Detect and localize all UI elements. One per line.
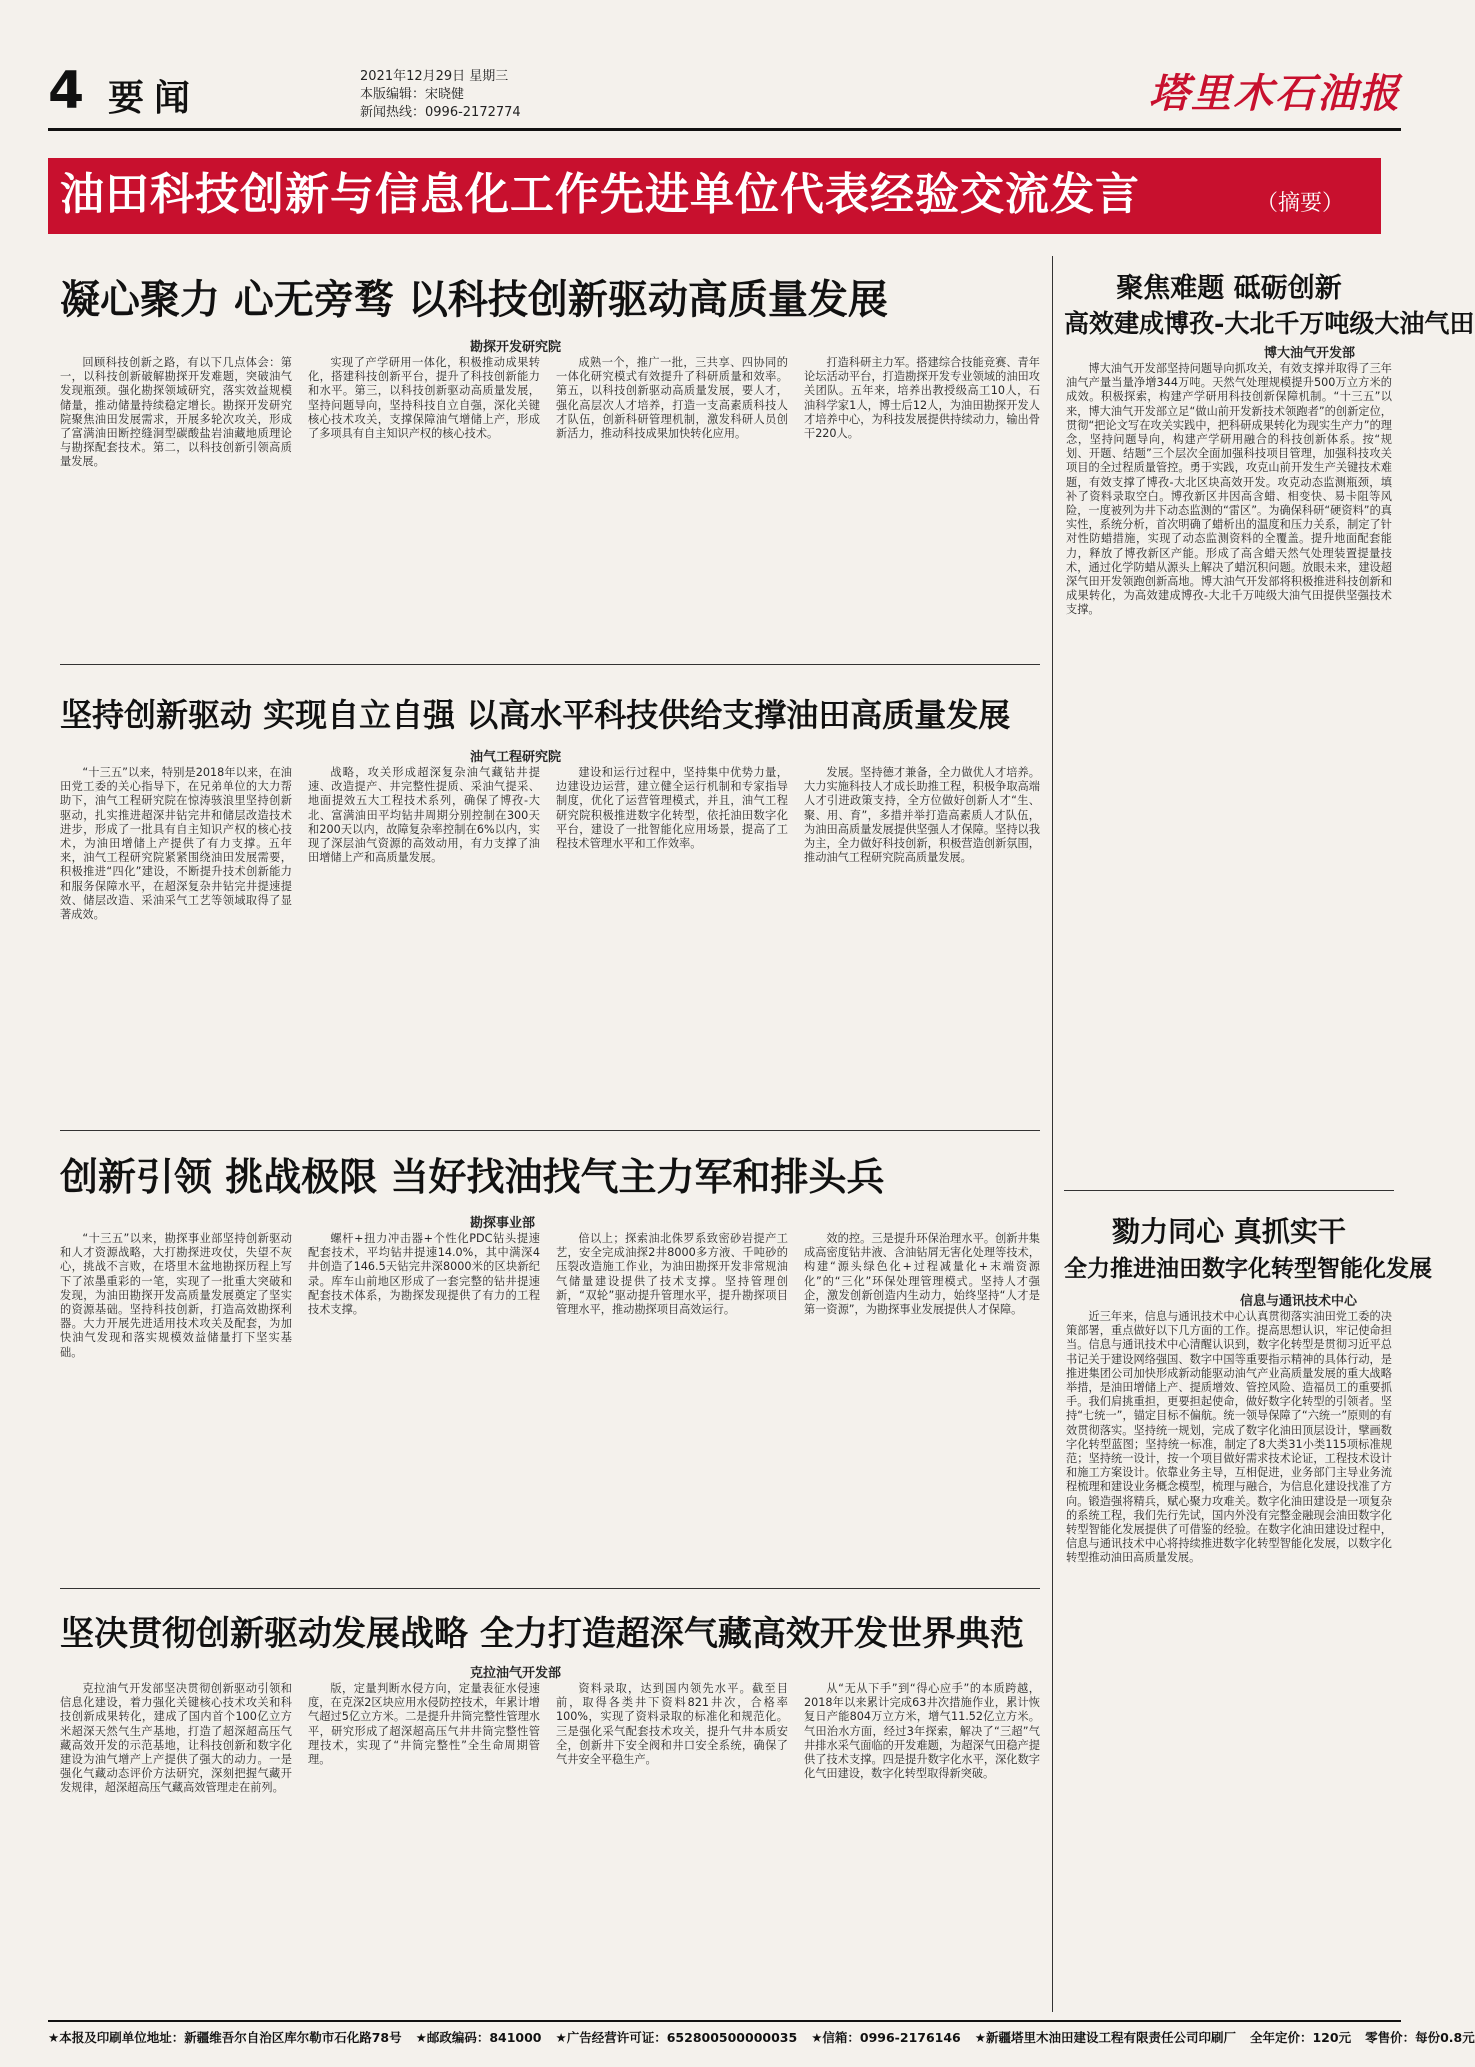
divider-1 — [60, 664, 1040, 665]
article-6-body — [60, 1682, 1040, 2012]
article-1-col-1: 回顾科技创新之路，有以下几点体会：第一，以科技创新破解勘探开发难题，突破油气发现瓶颈。强化勘探领域研究，落实效益规模储量，推动储量持续稳定增长。勘探开发研究院聚焦油田发展需求，开展多轮次攻关，形成了富满油田断控缝洞型碳酸盐岩油藏地质理论与勘探配套技术。第二，以科技创新引领高质量发展。 — [60, 356, 292, 469]
article-5-byline: 信息与通讯技术中心 — [1240, 1294, 1358, 1309]
article-3-col-2: 战略，攻关形成超深复杂油气藏钻井提速、改造提产、井完整性提质、采油气提采、地面提效五大工程技术系列，确保了博孜-大北、富满油田平均钻井周期分别控制在300天和200天以内，故障复杂率控制在6%以内，实现了深层油气资源的高效动用，有力支撑了油田增储上产和高质量发展。 — [308, 766, 540, 865]
date-line: 2021年12月29日 星期三 — [360, 69, 509, 84]
footer-address: ★本报及印刷单位地址：新疆维吾尔自治区库尔勒市石化路78号 — [48, 2030, 402, 2045]
article-2-subheadline: 高效建成博孜-大北千万吨级大油气田 — [1064, 309, 1475, 338]
footer — [48, 2028, 1475, 2046]
article-1-headline: 凝心聚力 心无旁骛 以科技创新驱动高质量发展 — [60, 276, 888, 323]
divider-2 — [1064, 1190, 1394, 1191]
article-4-col-4: 效的控。三是提升环保治理水平。创新井集成高密度钻井液、含油钻屑无害化处理等技术，构建“源头绿色化+过程减量化+末端资源化”的“三化”环保处理管理模式。坚持人才强企，激发创新创造内生动力，始终坚持“人才是第一资源”，为勘探事业发展提供人才保障。 — [804, 1232, 1040, 1317]
article-6-headline: 坚决贯彻创新驱动发展战略 全力打造超深气藏高效开发世界典范 — [60, 1614, 1024, 1654]
divider-4 — [60, 1588, 1040, 1589]
article-1-col-2: 实现了产学研用一体化，积极推动成果转化，搭建科技创新平台，提升了科技创新能力和水平。第三，以科技创新驱动高质量发展，坚持问题导向，坚持科技自立自强，深化关键核心技术攻关，支撑保障油气增储上产，形成了多项具有自主知识产权的核心技术。 — [308, 356, 540, 441]
page-number: 4 — [48, 61, 85, 121]
footer-mailbox: ★信箱：0996-2176146 — [811, 2030, 961, 2045]
article-5-body — [1066, 1310, 1392, 2010]
editor-line: 本版编辑：宋晓健 — [360, 87, 465, 102]
article-3-col-1: “十三五”以来，特别是2018年以来，在油田党工委的关心指导下，在兄弟单位的大力帮助下，油气工程研究院在惊涛骇浪里坚持创新驱动，扎实推进超深井钻完井和储层改造技术进步，形成了一批具有自主知识产权的核心技术，为油田增储上产提供了有力支撑。五年来，油气工程研究院紧紧围绕油田发展需要，积极推进“四化”建设，不断提升技术创新能力和服务保障水平，在超深复杂井钻完井提速提效、储层改造、采油采气工艺等领域取得了显著成效。 — [60, 766, 292, 922]
article-6-col-1: 克拉油气开发部坚决贯彻创新驱动引领和信息化建设，着力强化关键核心技术攻关和科技创新成果转化，建成了国内首个100亿立方米超深天然气生产基地，打造了超深超高压气藏高效开发的示范基地，让科技创新和数字化建设为油气增产上产提供了强大的动力。一是强化气藏动态评价方法研究，深刻把握气藏开发规律，超深超高压气藏高效管理走在前列。 — [60, 1682, 292, 1795]
article-2-text: 博大油气开发部坚持问题导向抓攻关，有效支撑并取得了三年油气产量当量净增344万吨。天然气处理规模提升500万立方米的成效。积极探索，构建产学研用科技创新保障机制。“十三五”以来，博大油气开发部立足“做山前开发新技术领跑者”的创新定位，贯彻“把论文写在攻关实践中，把科研成果转化为现实生产力”的理念，坚持问题导向，构建产学研用融合的科技创新体系。按“规划、开题、结题”三个层次全面加强科技项目管理，加强科技攻关项目的全过程质量管控。勇于实践，攻克山前开发生产关键技术难题，有效支撑了博孜-大北区块高效开发。攻克动态监测瓶颈，填补了资料录取空白。博孜新区井因高含蜡、相变快、易卡阻等风险，一度被列为井下动态监测的“雷区”。为确保科研“硬资料”的真实性，系统分析，首次明确了蜡析出的温度和压力关系，制定了针对性防蜡措施，实现了动态监测资料的全覆盖。提升地面配套能力，释放了博孜新区产能。形成了高含蜡天然气处理装置提量技术，通过化学防蜡从源头上解决了蜡沉积问题。放眼未来，建设超深气田开发领跑创新高地。博大油气开发部将积极推进科技创新和成果转化，为高效建成博孜-大北千万吨级大油气田提供坚强技术支撑。 — [1066, 362, 1392, 617]
edition-meta — [360, 68, 521, 122]
masthead-rule — [48, 128, 1401, 131]
article-4-col-3: 倍以上；探索油北侏罗系致密砂岩提产工艺，安全完成油探2井8000多方液、千吨砂的压裂改造施工作业，为油田勘探开发非常规油气储量建设提供了技术支撑。坚持管理创新，“双轮”驱动提升管理水平，提升勘探项目管理水平，推动勘探项目高效运行。 — [556, 1232, 788, 1317]
article-2-body — [1066, 362, 1392, 1184]
banner-title: 油田科技创新与信息化工作先进单位代表经验交流发言 — [60, 169, 1140, 220]
footer-annual-price: 全年定价：120元 — [1249, 2030, 1352, 2045]
banner-tag: （摘要） — [1256, 191, 1345, 216]
banner-chevron-icon — [1330, 158, 1354, 234]
article-3-col-4: 发展。坚持德才兼备，全力做优人才培养。大力实施科技人才成长助推工程，积极争取高端人才引进政策支持，全方位做好创新人才“生、聚、用、育”，多措并举打造高素质人才队伍，为油田高质量发展提供坚强人才保障。坚持以我为主，全力做好科技创新，积极营造创新氛围，推动油气工程研究院高质量发展。 — [804, 766, 1040, 865]
article-5-subheadline: 全力推进油田数字化转型智能化发展 — [1064, 1255, 1432, 1282]
section-name: 要闻 — [108, 77, 201, 119]
divider-3 — [60, 1130, 1040, 1131]
article-3-headline: 坚持创新驱动 实现自立自强 以高水平科技供给支撑油田高质量发展 — [60, 696, 1011, 734]
article-6-col-2: 版，定量判断水侵方向，定量表征水侵速度，在克深2区块应用水侵防控技术，年累计增气超过5亿立方米。二是提升井筒完整性管理水平，研究形成了超深超高压气井井筒完整性管理技术，实现了“井筒完整性”全生命周期管理。 — [308, 1682, 540, 1767]
article-6-col-4: 从“无从下手”到“得心应手”的本质跨越，2018年以来累计完成63井次措施作业，累计恢复日产能804万立方米，增气11.52亿立方米。气田治水方面，经过3年探索，解决了“三超”气井排水采气面临的开发难题，为超深气田稳产提供了技术支撑。四是提升数字化水平，深化数字化气田建设，数字化转型取得新突破。 — [804, 1682, 1040, 1781]
article-1-col-3: 成熟一个，推广一批，三共享、四协同的一体化研究模式有效提升了科研质量和效率。第五，以科技创新驱动高质量发展，要人才，强化高层次人才培养，打造一支高素质科技人才队伍，创新科研管理机制，激发科研人员创新活力，推动科技成果加快转化应用。 — [556, 356, 788, 441]
article-2-headline: 聚焦难题 砥砺创新 — [1116, 273, 1342, 304]
article-3-col-3: 建设和运行过程中，坚持集中优势力量，边建设边运营，建立健全运行机制和专家指导制度，优化了运营管理模式，并且，油气工程研究院积极推进数字化转型，依托油田数字化平台，建设了一批智能化应用场景，提高了工程技术管理水平和工作效率。 — [556, 766, 788, 851]
article-4-headline: 创新引领 挑战极限 当好找油找气主力军和排头兵 — [60, 1154, 885, 1199]
article-1-byline: 勘探开发研究院 — [470, 340, 562, 355]
article-4-body — [60, 1232, 1040, 1580]
article-3-body — [60, 766, 1040, 1124]
article-4-byline: 勘探事业部 — [470, 1216, 536, 1231]
article-3-byline: 油气工程研究院 — [470, 750, 562, 765]
article-6-col-3: 资料录取，达到国内领先水平。截至目前，取得各类井下资料821井次，合格率100%，实现了资料录取的标准化和规范化。三是强化采气配套技术攻关，提升气井本质安全，创新井下安全阀和井口安全系统，确保了气井安全平稳生产。 — [556, 1682, 788, 1767]
article-5-headline: 勠力同心 真抓实干 — [1112, 1215, 1346, 1248]
paper-logo: 塔里木石油报 — [1149, 70, 1401, 117]
footer-retail-price: 零售价：每份0.8元 — [1365, 2030, 1475, 2045]
feature-banner — [48, 158, 1381, 234]
phone-line: 新闻热线：0996-2172774 — [360, 105, 521, 120]
footer-rule — [48, 2020, 1401, 2022]
footer-ad-license: ★广告经营许可证：652800500000035 — [555, 2030, 798, 2045]
article-1-body — [60, 356, 1040, 658]
masthead — [48, 62, 1401, 128]
article-6-byline: 克拉油气开发部 — [470, 1666, 562, 1681]
article-1-col-4: 打造科研主力军。搭建综合技能竞赛、青年论坛活动平台，打造勘探开发专业领域的油田攻关团队。五年来，培养出教授级高工10人，石油科学家1人，博士后12人，为油田勘探开发人才培养中心，为科技发展提供持续动力，输出骨干220人。 — [804, 356, 1040, 441]
banner-chevron-icon-2 — [1356, 168, 1374, 224]
article-5-text: 近三年来，信息与通讯技术中心认真贯彻落实油田党工委的决策部署，重点做好以下几方面的工作。提高思想认识，牢记使命担当。信息与通讯技术中心清醒认识到，数字化转型是贯彻习近平总书记关于建设网络强国、数字中国等重要指示精神的具体行动，是推进集团公司加快形成新动能驱动油气产业高质量发展的重大战略举措，是油田增储上产、提质增效、管控风险、造福员工的重要抓手。我们肩挑重担，更要担起使命，做好数字化转型的引领者。坚持“七统一”，锚定目标不偏航。统一领导保障了“六统一”原则的有效贯彻落实。坚持统一规划，完成了数字化油田顶层设计，擘画数字化转型蓝图；坚持统一标准，制定了8大类31小类115项标准规范；坚持统一设计，按一个项目做好需求技术论证，工程技术设计和施工方案设计。依靠业务主导，互相促进，业务部门主导业务流程梳理和建设业务概念模型，梳理与融合，为信息化建设找准了方向。锻造强将精兵，赋心聚力攻难关。数字化油田建设是一项复杂的系统工程，我们先行先试，国内外没有完整金融现会油田数字化转型智能化发展提供了可借鉴的经验。在数字化油田建设过程中，信息与通讯技术中心将持续推进数字化转型智能化发展，以数字化转型推动油田高质量发展。 — [1066, 1310, 1392, 1565]
article-4-col-1: “十三五”以来，勘探事业部坚持创新驱动和人才资源战略，大打勘探进攻仗，失望不灰心，挑战不言败，在塔里木盆地勘探历程上写下了浓墨重彩的一笔，实现了一批重大突破和发现，为油田勘探开发高质量发展奠定了坚实的资源基础。坚持科技创新，打造高效勘探利器。大力开展先进适用技术攻关及配套，为加快油气发现和落实规模效益储量打下坚实基础。 — [60, 1232, 292, 1359]
footer-postcode: ★邮政编码：841000 — [415, 2030, 542, 2045]
footer-printer: ★新疆塔里木油田建设工程有限责任公司印刷厂 — [974, 2030, 1236, 2045]
article-2-byline: 博大油气开发部 — [1264, 346, 1356, 361]
vertical-divider — [1052, 256, 1053, 2012]
article-4-col-2: 螺杆+扭力冲击器+个性化PDC钻头提速配套技术，平均钻井提速14.0%，其中满深4井创造了146.5天钻完井深8000米的区块新纪录。库车山前地区形成了一套完整的钻井提速配套技术体系，为勘探发现提供了有力的工程技术支撑。 — [308, 1232, 540, 1317]
